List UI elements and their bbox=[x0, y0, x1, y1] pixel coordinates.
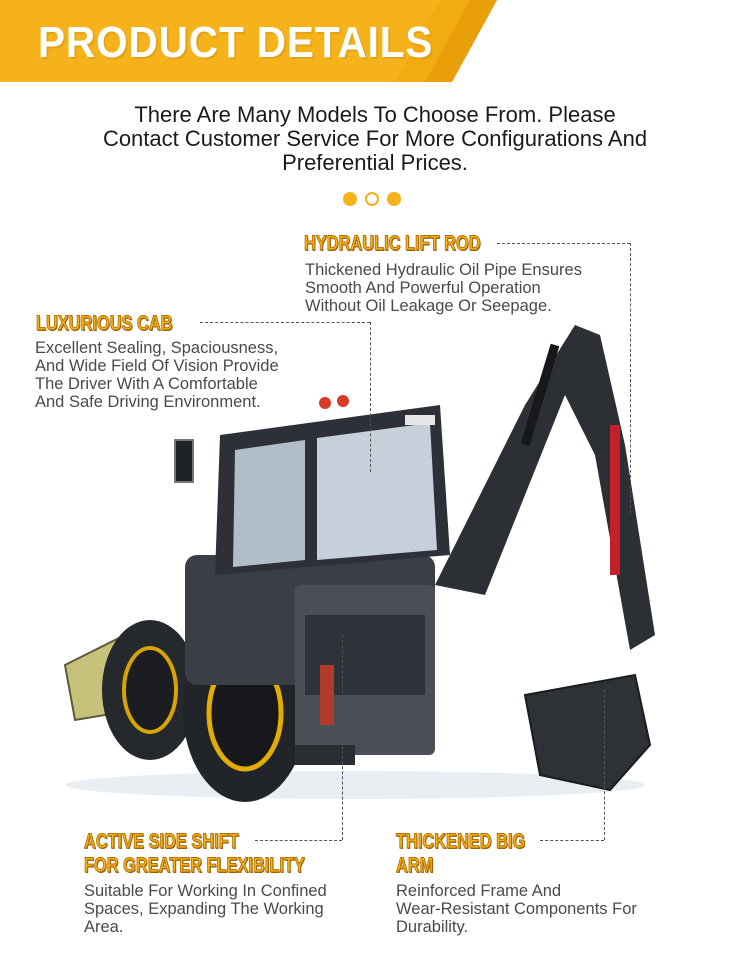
feature-cab-desc bbox=[35, 339, 279, 411]
desc-line: Wear-Resistant Components For bbox=[396, 900, 637, 918]
pagination-dots bbox=[343, 192, 407, 206]
desc-line: Without Oil Leakage Or Seepage. bbox=[305, 297, 552, 315]
desc-line: The Driver With A Comfortable bbox=[35, 375, 258, 393]
title-line: THICKENED BIG bbox=[396, 830, 526, 853]
cab-leader-line bbox=[200, 322, 370, 323]
pagination-dot bbox=[387, 192, 401, 206]
title-line: ARM bbox=[396, 854, 434, 877]
desc-line: Area. bbox=[84, 918, 124, 936]
desc-line: Suitable For Working In Confined bbox=[84, 882, 327, 900]
cab-leader-line-vertical bbox=[370, 322, 371, 472]
desc-line: Reinforced Frame And bbox=[396, 882, 562, 900]
intro-line: Contact Customer Service For More Configurations And bbox=[102, 126, 648, 151]
hydraulic-leader-line-vertical bbox=[630, 243, 631, 513]
desc-line: Thickened Hydraulic Oil Pipe Ensures bbox=[305, 261, 582, 279]
pagination-dot bbox=[343, 192, 357, 206]
desc-line: Durability. bbox=[396, 918, 469, 936]
desc-line: Spaces, Expanding The Working bbox=[84, 900, 324, 918]
feature-hydraulic-title: HYDRAULIC LIFT ROD bbox=[304, 232, 481, 255]
intro-line: There Are Many Models To Choose From. Please bbox=[134, 102, 616, 127]
intro-text bbox=[40, 103, 710, 175]
feature-cab-title: LUXURIOUS CAB bbox=[36, 312, 173, 335]
title-line: FOR GREATER FLEXIBILITY bbox=[84, 854, 305, 877]
desc-line: And Safe Driving Environment. bbox=[35, 393, 261, 411]
pagination-dot bbox=[365, 192, 379, 206]
feature-sideshift-desc bbox=[84, 882, 327, 936]
intro-line: Preferential Prices. bbox=[282, 150, 468, 175]
arm-leader-line bbox=[540, 840, 604, 841]
feature-sideshift-title bbox=[84, 830, 305, 878]
feature-arm-title bbox=[396, 830, 525, 878]
title-line: ACTIVE SIDE SHIFT bbox=[84, 830, 239, 853]
feature-hydraulic-desc bbox=[305, 261, 582, 315]
page-title: PRODUCT DETAILS bbox=[38, 18, 434, 67]
desc-line: Excellent Sealing, Spaciousness, bbox=[35, 339, 279, 357]
sideshift-leader-line-vertical bbox=[342, 635, 343, 840]
feature-arm-desc bbox=[396, 882, 637, 936]
arm-leader-line-vertical bbox=[604, 690, 605, 840]
desc-line: And Wide Field Of Vision Provide bbox=[35, 357, 279, 375]
hydraulic-leader-line bbox=[497, 243, 630, 244]
desc-line: Smooth And Powerful Operation bbox=[305, 279, 541, 297]
